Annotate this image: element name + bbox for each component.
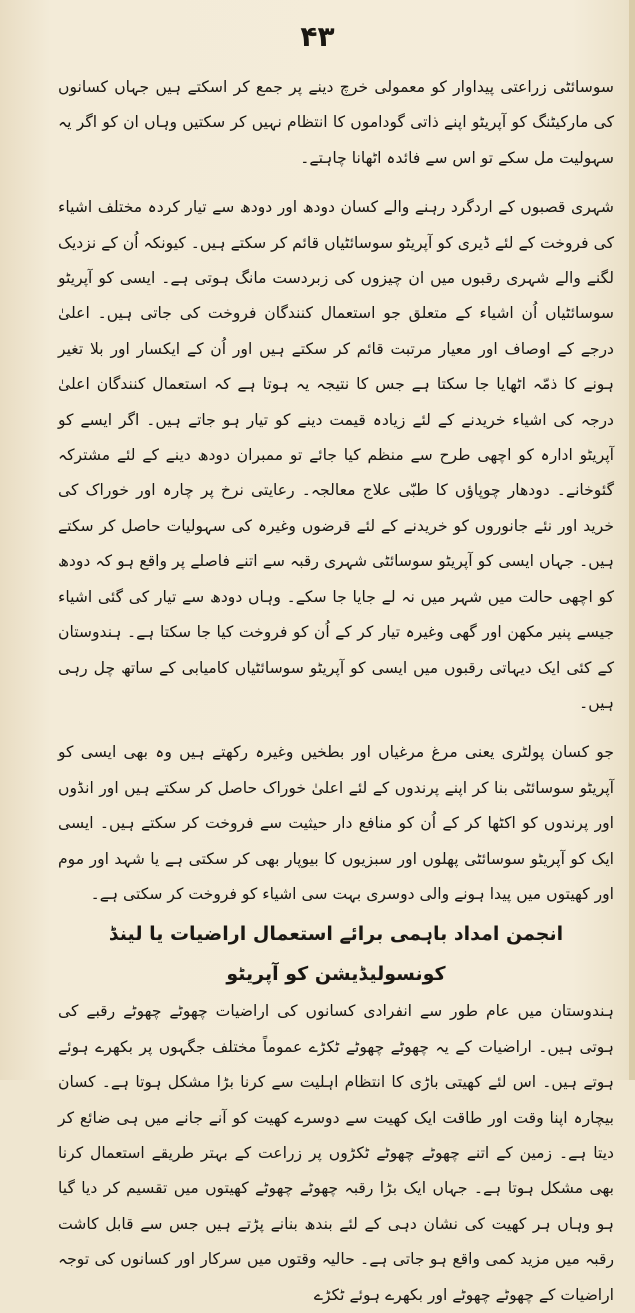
page-number: ۴۳: [300, 20, 335, 53]
paragraph-poultry: جو کسان پولٹری یعنی مرغ مرغیاں اور بطخیں وغیرہ رکھتے ہیں وہ بھی ایسی کو آپریٹو سوسائٹی بنا کر اپنے پرندوں کے لئے اعلیٰ خوراک حاصل کر سکتے ہیں اور انڈوں اور پرندوں کو اکٹھا کر کے اُن کو منافع دار حیثیت سے فروخت کر سکتے ہیں۔ ایسی ایک کو آپریٹو سوسائٹی پھلوں اور سبزیوں کا بیوپار بھی کر سکتی ہے یا شہد اور موم اور کھیتوں میں پیدا ہونے والی دوسری بہت سی اشیاء کو فروخت کر سکتی ہے۔: [58, 743, 614, 903]
paragraph-gap: [58, 721, 614, 735]
paragraph-warehousing: سوسائٹی زراعتی پیداوار کو معمولی خرچ دینے پر جمع کر اسکتے ہیں جہاں کسانوں کی مارکیٹنگ کو آپریٹو اپنے ذاتی گوداموں کا انتظام نہیں کر سکتیں وہاں ان کو اگر یہ سہولیت مل سکے تو اس سے فائدہ اٹھانا چاہتے۔: [58, 78, 614, 167]
page-body: [58, 70, 614, 1313]
paragraph-dairy: شہری قصبوں کے اردگرد رہنے والے کسان دودھ اور دودھ سے تیار کردہ مختلف اشیاء کی فروخت کے لئے ڈیری کو آپریٹو سوسائٹیاں قائم کر سکتے ہیں۔ کیونکہ اُن کے نزدیک لگنے والے شہری رقبوں میں ان چیزوں کی زبردست مانگ ہوتی ہے۔ ایسی کو آپریٹو سوسائٹیاں اُن اشیاء کے متعلق جو استعمال کنندگان فروخت کی جاتی ہیں۔ اعلیٰ درجے کے اوصاف اور معیار مرتبت قائم کر سکتے ہیں اور اُن کے ایکسار اور بلا تغیر ہونے کا ذمّہ اٹھایا جا سکتا ہے جس کا نتیجہ یہ ہوتا ہے کہ استعمال کنندگان اعلیٰ درجہ کی اشیاء خریدنے کے لئے زیادہ قیمت دینے کو تیار ہو جاتے ہیں۔ اگر ایسے کو آپریٹو ادارہ کو اچھی طرح سے منظم کیا جائے تو ممبران دودھ دینے کے لئے مشترکہ گئوخانے۔ دودھار چوپاؤں کا طبّی علاج معالجہ۔ رعایتی نرخ پر چارہ اور خوراک کی خرید اور نئے جانوروں کو خریدنے کے لئے قرضوں وغیرہ کی سہولیات حاصل کر سکتے ہیں۔ جہاں ایسی کو آپریٹو سوسائٹی شہری رقبہ سے اتنے فاصلے پر واقع ہو کہ دودھ کو اچھی حالت میں شہر میں نہ لے جایا جا سکے۔ وہاں دودھ سے تیار کی گئی اشیاء جیسے پنیر مکھن اور گھی وغیرہ تیار کر کے اُن کو فروخت کیا جا سکتا ہے۔ ہندوستان کے کئی ایک دیہاتی رقبوں میں ایسی کو آپریٹو سوسائٹیاں کامیابی کے ساتھ چل رہی ہیں۔: [58, 198, 614, 712]
section-heading: انجمن امداد باہمی برائے استعمال اراضیات یا لینڈ کونسولیڈیشن کو آپریٹو: [108, 923, 564, 986]
page-edge-shadow: [629, 0, 635, 1080]
paragraph-gap: [58, 176, 614, 190]
paragraph-land-consolidation: ہندوستان میں عام طور سے انفرادی کسانوں کی اراضیات چھوٹے چھوٹے رقبے کی ہوتی ہیں۔ اراضیات کے یہ چھوٹے چھوٹے ٹکڑے عموماً مختلف جگہوں پر بکھرے ہوئے ہوتے ہیں۔ اس لئے کھیتی باڑی کا انتظام اہلیت سے کرنا بڑا مشکل ہوتا ہے۔ کسان بیچارہ اپنا وقت اور طاقت ایک کھیت سے دوسرے کھیت کو آنے جانے میں ہی ضائع کر دیتا ہے۔ زمین کے اتنے چھوٹے چھوٹے ٹکڑوں پر زراعت کے بہتر طریقے استعمال کرنا بھی مشکل ہوتا ہے۔ جہاں ایک بڑا رقبہ چھوٹے چھوٹے کھیتوں میں تقسیم کر دیا گیا ہو وہاں ہر کھیت کی نشان دہی کے لئے بندھ بنانے پڑتے ہیں جس سے قابل کاشت رقبہ میں مزید کمی واقع ہو جاتی ہے۔ حالیہ وقتوں میں سرکار اور کسانوں کی توجہ اراضیات کے چھوٹے چھوٹے اور بکھرے ہوئے ٹکڑے: [58, 1002, 614, 1304]
